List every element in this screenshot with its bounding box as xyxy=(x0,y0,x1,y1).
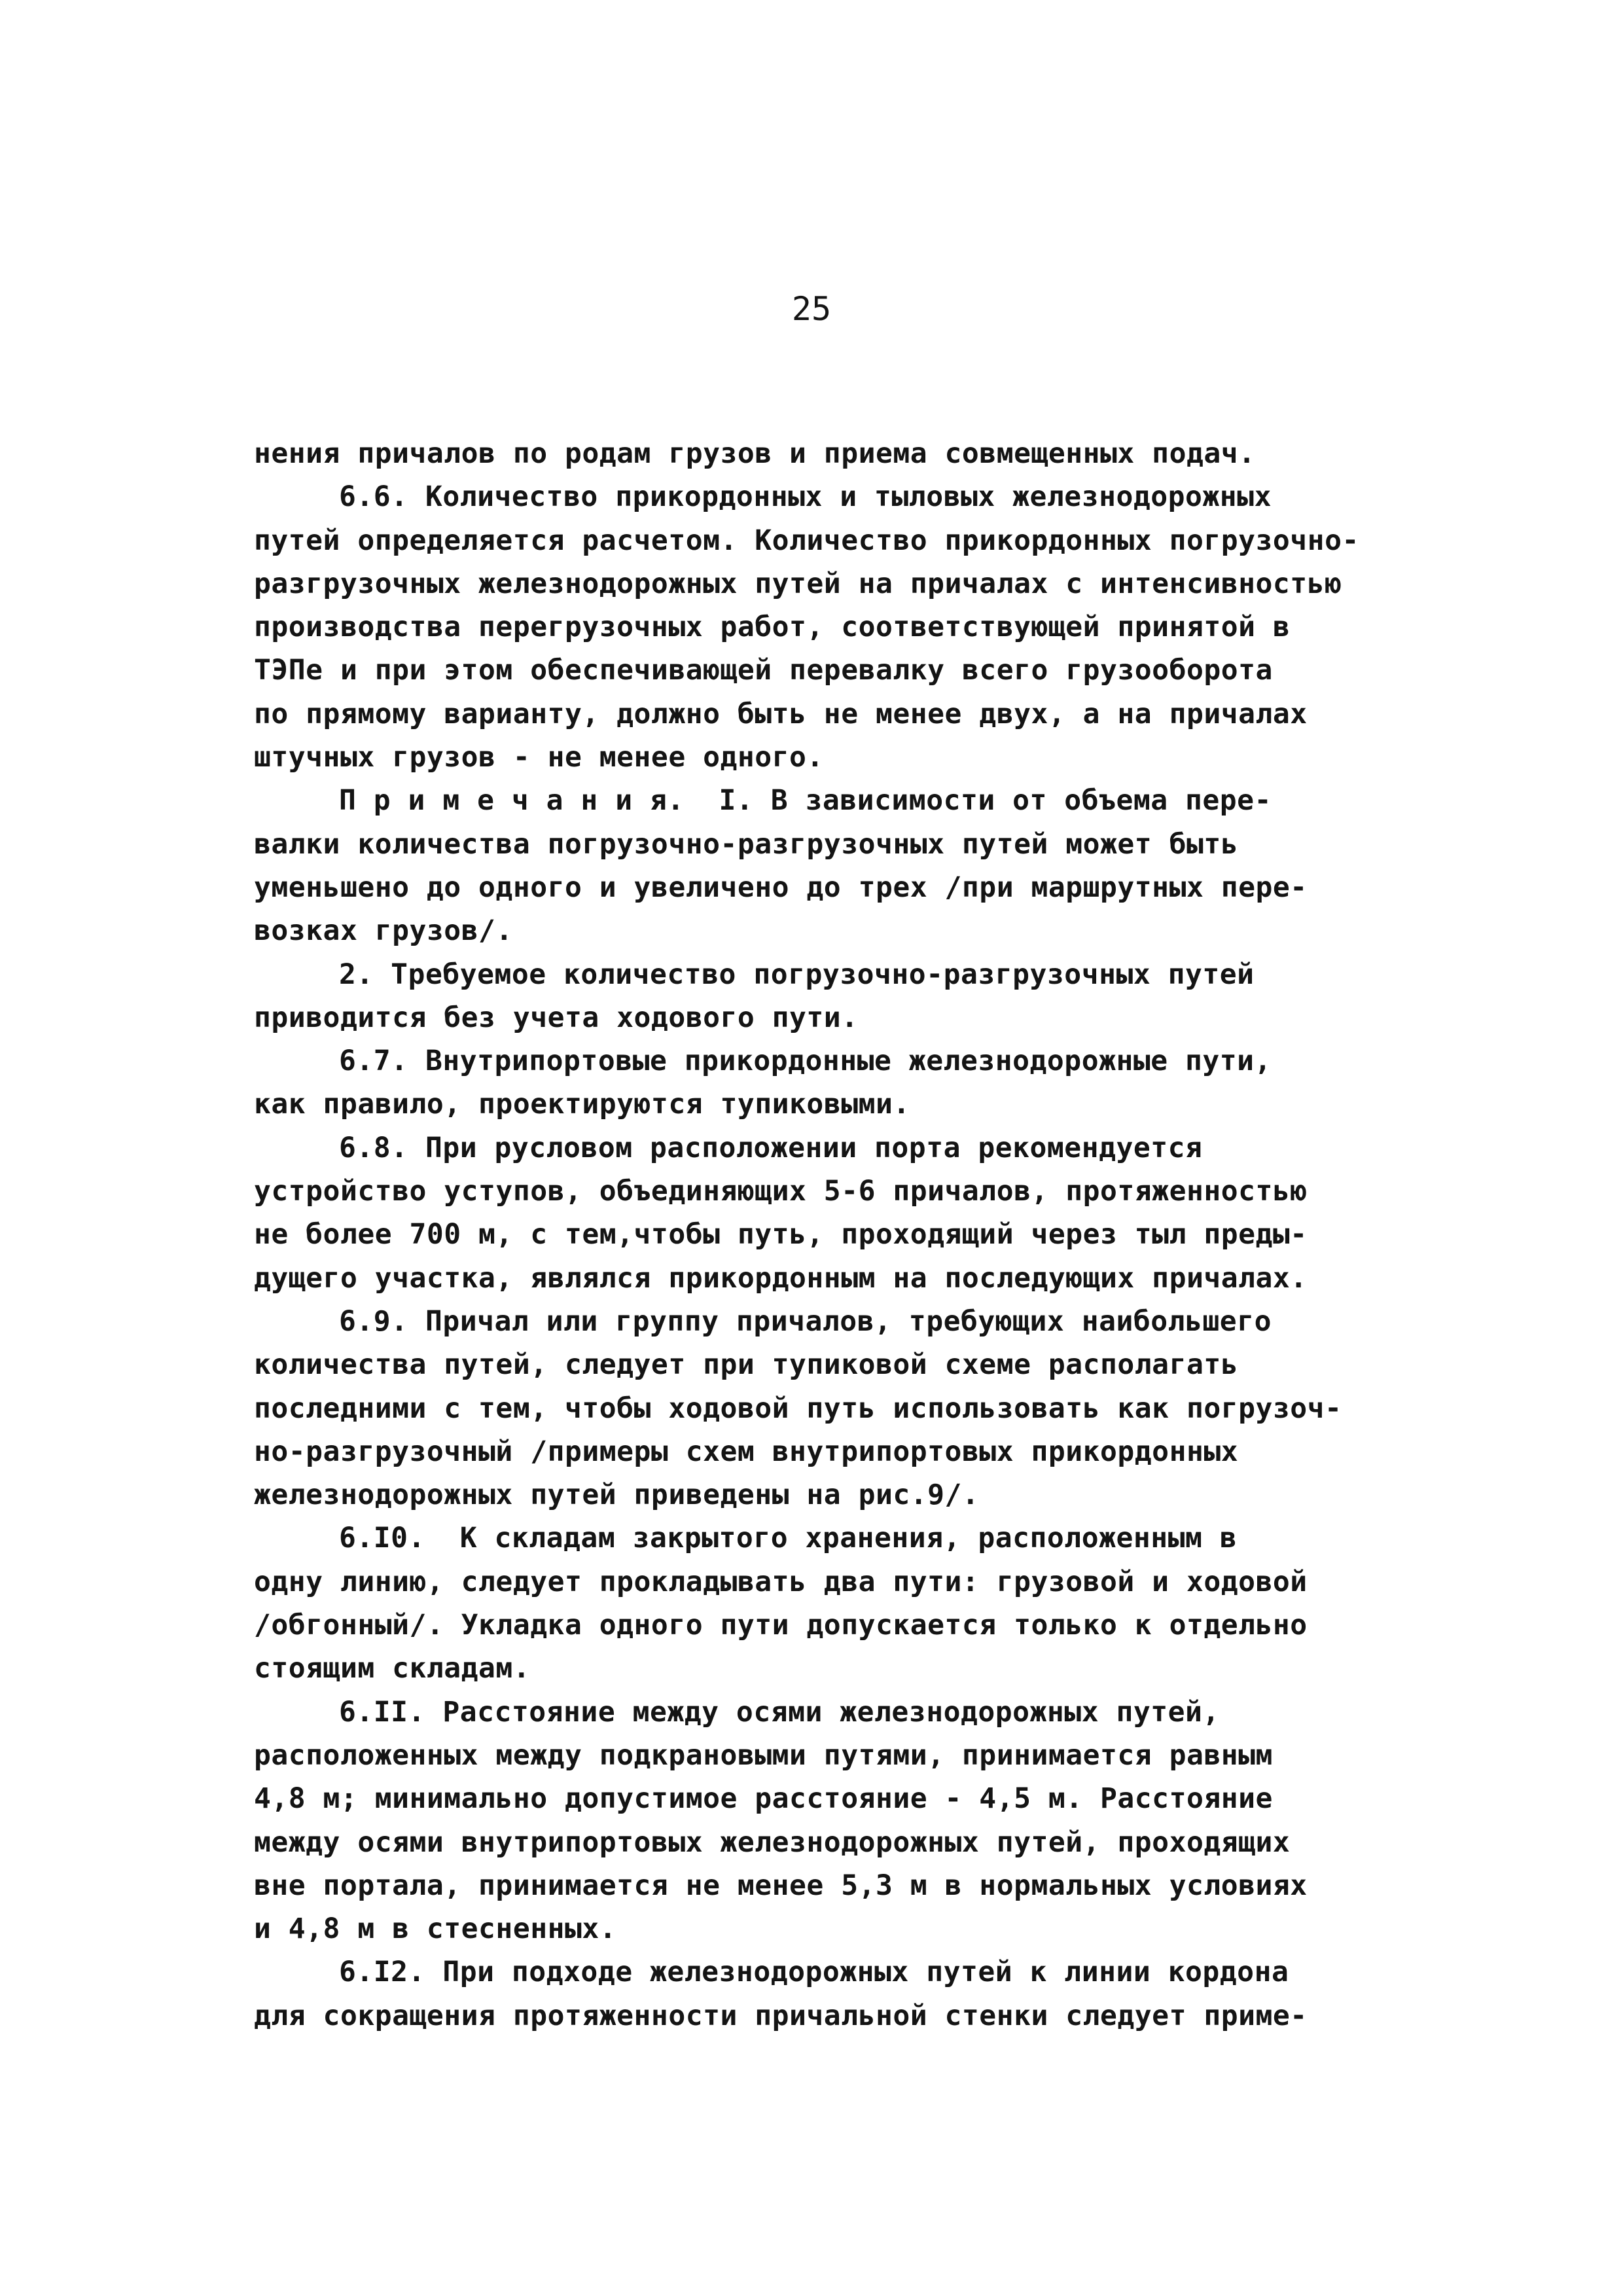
text-line: возках грузов/. xyxy=(254,914,513,948)
text-line: по прямому варианту, должно быть не менее двух, а на причалах xyxy=(254,697,1308,730)
text-line: штучных грузов - не менее одного. xyxy=(254,741,824,774)
text-line: для сокращения протяженности причальной стенки следует приме- xyxy=(254,1999,1308,2032)
text-line: нения причалов по родам грузов и приема совмещенных подач. xyxy=(254,437,1256,470)
text-line: но-разгрузочный /примеры схем внутрипортовых прикордонных xyxy=(254,1435,1239,1468)
text-line: как правило, проектируются тупиковыми. xyxy=(254,1088,910,1121)
text-line: расположенных между подкрановыми путями, принимается равным xyxy=(254,1738,1273,1772)
text-line: ТЭПе и при этом обеспечивающей перевалку всего грузооборота xyxy=(254,654,1273,687)
text-body xyxy=(254,432,1380,2037)
text-line: 6.II. Расстояние между осями железнодорожных путей, xyxy=(339,1695,1220,1729)
text-line: не более 700 м, с тем,чтобы путь, проходящий через тыл преды- xyxy=(254,1218,1308,1251)
text-line: приводится без учета ходового пути. xyxy=(254,1001,859,1034)
text-line: устройство уступов, объединяющих 5-6 причалов, протяженностью xyxy=(254,1175,1308,1208)
text-line: количества путей, следует при тупиковой схеме располагать xyxy=(254,1348,1239,1382)
text-line: одну линию, следует прокладывать два пути: грузовой и ходовой xyxy=(254,1565,1308,1598)
text-line: 6.7. Внутрипортовые прикордонные железнодорожные пути, xyxy=(339,1045,1272,1078)
text-line: 6.I2. При подходе железнодорожных путей к линии кордона xyxy=(339,1956,1289,1989)
text-line: 6.9. Причал или группу причалов, требующих наибольшего xyxy=(339,1304,1272,1338)
page-number: 25 xyxy=(791,290,832,328)
text-line: разгрузочных железнодорожных путей на причалах с интенсивностью xyxy=(254,567,1342,600)
text-line: последними с тем, чтобы ходовой путь использовать как погрузоч- xyxy=(254,1391,1342,1425)
text-line: производства перегрузочных работ, соответствующей принятой в xyxy=(254,611,1291,644)
text-line: 2. Требуемое количество погрузочно-разгрузочных путей xyxy=(339,958,1255,991)
text-line: 6.I0. К складам закрытого хранения, расположенным в xyxy=(339,1522,1238,1555)
text-line: валки количества погрузочно-разгрузочных путей может быть xyxy=(254,827,1239,861)
text-line: между осями внутрипортовых железнодорожных путей, проходящих xyxy=(254,1825,1291,1859)
text-line: /обгонный/. Укладка одного пути допускается только к отдельно xyxy=(254,1609,1308,1642)
text-line: уменьшено до одного и увеличено до трех /при маршрутных пере- xyxy=(254,870,1308,904)
text-line: 4,8 м; минимально допустимое расстояние - 4,5 м. Расстояние xyxy=(254,1782,1273,1816)
text-line: стоящим складам. xyxy=(254,1652,531,1685)
text-line: вне портала, принимается не менее 5,3 м в нормальных условиях xyxy=(254,1869,1308,1902)
text-line: железнодорожных путей приведены на рис.9/. xyxy=(254,1479,980,1512)
text-line: дущего участка, являлся прикордонным на последующих причалах. xyxy=(254,1261,1308,1295)
text-line: 6.8. При русловом расположении порта рекомендуется xyxy=(339,1131,1203,1164)
text-line: путей определяется расчетом. Количество прикордонных погрузочно- xyxy=(254,524,1359,557)
text-line: 6.6. Количество прикордонных и тыловых железнодорожных xyxy=(339,480,1272,514)
text-line: П р и м е ч а н и я. I. В зависимости от объема пере- xyxy=(339,784,1272,817)
text-line: и 4,8 м в стесненных. xyxy=(254,1912,617,1946)
